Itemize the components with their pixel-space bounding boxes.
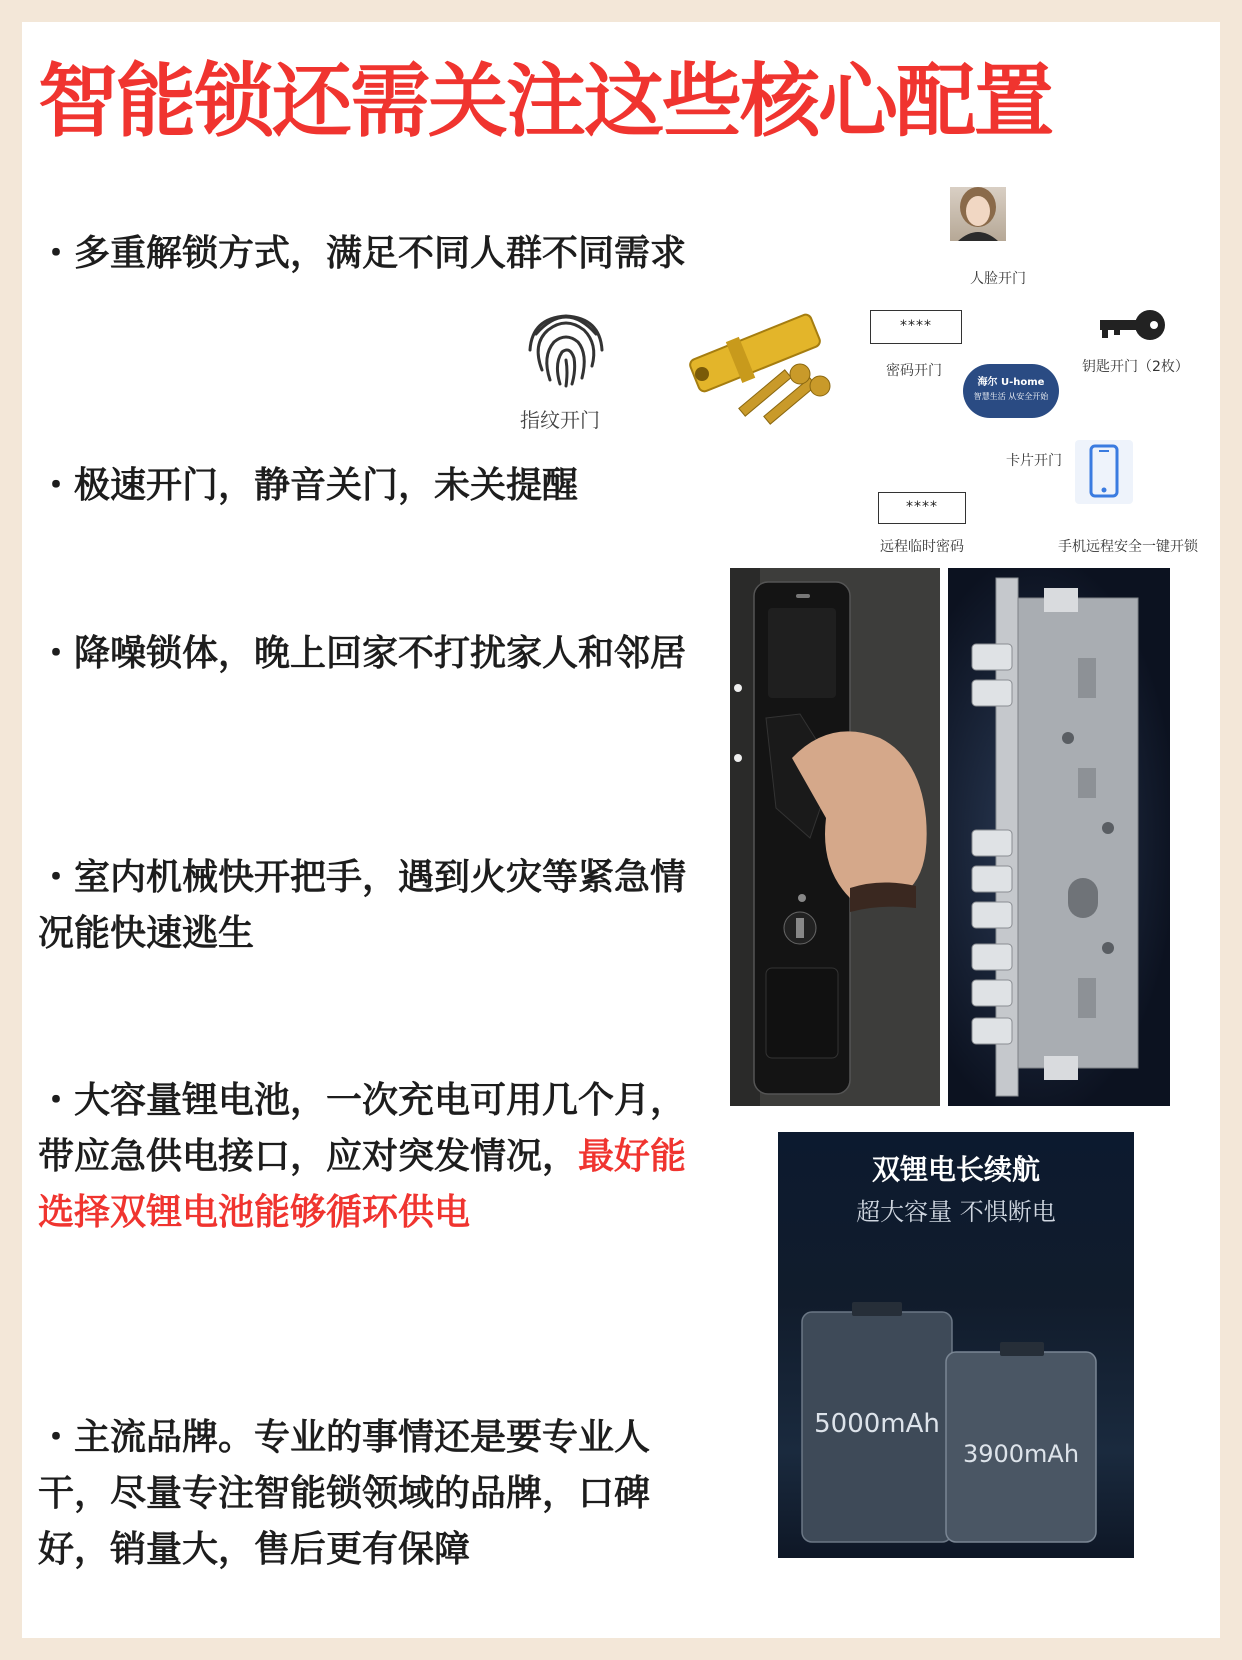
point-emergency-handle: ・室内机械快开把手，遇到火灾等紧急情况能快速逃生 — [38, 857, 687, 954]
face-label: 人脸开门 — [970, 271, 1026, 287]
point-battery-highlight: 最好能选择双锂电池能够循环供电 — [38, 1136, 687, 1233]
battery-illustration — [778, 1132, 1134, 1558]
key-icon — [1096, 306, 1166, 344]
card-label: 卡片开门 — [1006, 453, 1062, 469]
phone-label: 手机远程安全一键开锁 — [1058, 539, 1198, 555]
point-battery-text: ・大容量锂电池，一次充电可用几个月，带应急供电接口，应对突发情况， — [38, 1080, 687, 1177]
access-card-brand: 海尔 U-home — [977, 377, 1045, 388]
phone-icon-wrap — [1075, 440, 1133, 504]
temp-password-label: 远程临时密码 — [880, 539, 964, 555]
battery-photo — [778, 1132, 1134, 1558]
smart-lock-photo — [730, 568, 940, 1106]
point-brand: ・主流品牌。专业的事情还是要专业人干，尽量专注智能锁领域的品牌，口碑好，销量大，售后更有保障 — [38, 1417, 651, 1570]
fingerprint-label: 指纹开门 — [520, 408, 600, 432]
temp-password-box: **** — [878, 492, 966, 524]
password-box: **** — [870, 310, 962, 344]
point-unlock-methods: ・多重解锁方式，满足不同人群不同需求 — [38, 233, 687, 274]
point-quiet-lock: ・降噪锁体，晚上回家不打扰家人和邻居 — [38, 633, 687, 674]
access-card — [963, 364, 1059, 418]
lock-body-photo — [948, 568, 1170, 1106]
password-label: 密码开门 — [886, 363, 942, 379]
smart-lock-illustration — [730, 568, 940, 1106]
battery-subtitle: 超大容量 不惧断电 — [856, 1198, 1056, 1226]
battery-large-label: 5000mAh — [814, 1409, 940, 1439]
battery-small-label: 3900mAh — [962, 1440, 1080, 1468]
key-label: 钥匙开门（2枚） — [1082, 359, 1189, 375]
page-title: 智能锁还需关注这些核心配置 — [38, 55, 1052, 148]
phone-icon — [1075, 440, 1133, 504]
point-fast-open: ・极速开门，静音关门，未关提醒 — [38, 465, 579, 506]
lock-cylinder-icon — [680, 296, 840, 446]
access-card-slogan: 智慧生活 从安全开始 — [973, 392, 1049, 401]
point-battery — [38, 1073, 718, 1241]
face-icon — [950, 187, 1006, 241]
face-photo — [950, 187, 1006, 241]
fingerprint-icon — [522, 304, 610, 388]
lock-body-illustration — [948, 568, 1170, 1106]
battery-title: 双锂电长续航 — [871, 1153, 1040, 1186]
